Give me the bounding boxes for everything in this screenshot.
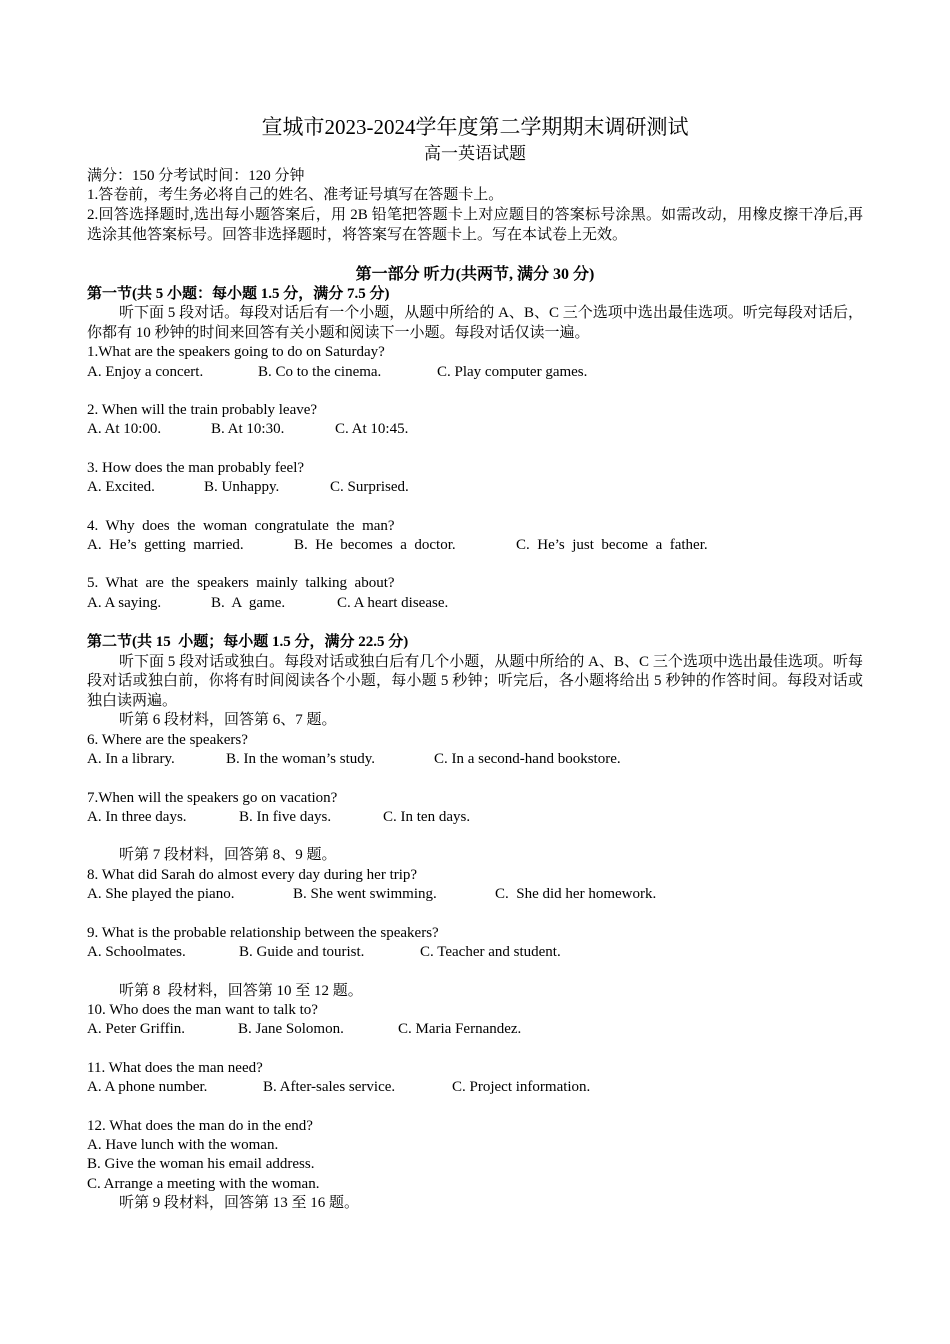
option-c[interactable]: C. He’s just become a father.: [516, 537, 708, 554]
question-text: 3. How does the man probably feel?: [87, 459, 305, 476]
material-7-note: 听第 7 段材料，回答第 8、9 题。: [119, 847, 337, 864]
option-c[interactable]: C. In ten days.: [383, 809, 471, 826]
option-b[interactable]: B. After-sales service.: [263, 1079, 396, 1096]
question-12: [87, 1117, 863, 1195]
options: [87, 363, 863, 382]
question-6: [87, 731, 863, 770]
option-b[interactable]: B. Co to the cinema.: [258, 363, 382, 380]
options: [87, 1078, 863, 1097]
material-6-note: 听第 6 段材料，回答第 6、7 题。: [119, 712, 337, 729]
instruction-2: 2.回答选择题时,选出每小题答案后，用 2B 铅笔把答题卡上对应题目的答案标号涂黑。如需改动，用橡皮擦干净后,再选涂其他答案标号。回答非选择题时，将答案写在答题卡上。写在本试卷上无效。: [87, 207, 863, 243]
question-7: [87, 789, 863, 828]
question-9: [87, 924, 863, 963]
question-2: [87, 401, 863, 440]
option-c[interactable]: C. Surprised.: [330, 479, 409, 496]
score-time: 满分：150 分考试时间：120 分钟: [87, 168, 305, 184]
exam-subtitle: 高一英语试题: [424, 144, 526, 163]
exam-title: 宣城市2023-2024学年度第二学期期末调研测试: [261, 115, 689, 139]
question-11: [87, 1059, 863, 1098]
option-c[interactable]: C. Teacher and student.: [420, 944, 561, 961]
option-a[interactable]: A. Enjoy a concert.: [87, 363, 204, 380]
option-b[interactable]: B. Jane Solomon.: [238, 1021, 344, 1038]
question-text: 6. Where are the speakers?: [87, 731, 248, 748]
instruction-1: 1.答卷前，考生务必将自己的姓名、准考证号填写在答题卡上。: [87, 187, 504, 204]
exam-page: [87, 112, 863, 1214]
question-3: [87, 459, 863, 498]
option-b[interactable]: B. In the woman’s study.: [226, 751, 376, 768]
option-b[interactable]: B. Give the woman his email address.: [87, 1156, 315, 1173]
part1-title: 第一部分 听力(共两节, 满分 30 分): [355, 266, 595, 284]
question-5: [87, 574, 863, 613]
question-text: 12. What does the man do in the end?: [87, 1117, 313, 1134]
question-4: [87, 517, 863, 556]
section1-directions: 听下面 5 段对话。每段对话后有一个小题，从题中所给的 A、B、C 三个选项中选出最佳选项。听完每段对话后，你都有 10 秒钟的时间来回答有关小题和阅读下一小题。每段对话仅读一遍。: [87, 305, 863, 341]
question-text: 5. What are the speakers mainly talking about?: [87, 575, 395, 592]
option-c[interactable]: C. Play computer games.: [437, 363, 588, 380]
option-b[interactable]: B. Guide and tourist.: [239, 944, 365, 961]
material-8-note: 听第 8 段材料，回答第 10 至 12 题。: [119, 982, 363, 999]
question-1: [87, 343, 863, 382]
option-a[interactable]: A. She played the piano.: [87, 886, 235, 903]
options: [87, 943, 863, 962]
option-b[interactable]: B. A game.: [211, 594, 286, 611]
option-b[interactable]: B. Unhappy.: [204, 479, 280, 496]
option-c[interactable]: C. In a second-hand bookstore.: [434, 751, 621, 768]
option-c[interactable]: C. Arrange a meeting with the woman.: [87, 1175, 320, 1192]
option-a[interactable]: A. A phone number.: [87, 1079, 208, 1096]
options: [87, 750, 863, 769]
option-a[interactable]: A. Schoolmates.: [87, 944, 186, 961]
option-a[interactable]: A. At 10:00.: [87, 421, 162, 438]
question-text: 8. What did Sarah do almost every day during her trip?: [87, 866, 418, 883]
option-c[interactable]: C. At 10:45.: [335, 421, 409, 438]
option-a[interactable]: A. He’s getting married.: [87, 537, 244, 554]
question-8: [87, 866, 863, 905]
option-a[interactable]: A. Have lunch with the woman.: [87, 1136, 279, 1153]
question-text: 10. Who does the man want to talk to?: [87, 1001, 318, 1018]
options: [87, 885, 863, 904]
question-text: 1.What are the speakers going to do on Saturday?: [87, 344, 385, 361]
option-b[interactable]: B. In five days.: [239, 809, 332, 826]
section2-directions: 听下面 5 段对话或独白。每段对话或独白后有几个小题，从题中所给的 A、B、C 三个选项中选出最佳选项。听每段对话或独白前，你将有时间阅读各个小题，每小题 5 秒钟；听完后，各小题将给出 5 秒钟的作答时间。每段对话或独白读两遍。: [87, 653, 863, 709]
option-a[interactable]: A. In three days.: [87, 809, 187, 826]
option-a[interactable]: A. A saying.: [87, 594, 162, 611]
option-b[interactable]: B. He becomes a doctor.: [294, 537, 456, 554]
question-10: [87, 1001, 863, 1040]
question-text: 2. When will the train probably leave?: [87, 402, 318, 418]
option-a[interactable]: A. In a library.: [87, 751, 175, 768]
option-c[interactable]: C. Project information.: [452, 1079, 591, 1096]
options: [87, 594, 863, 613]
question-text: 11. What does the man need?: [87, 1059, 263, 1076]
option-c[interactable]: C. Maria Fernandez.: [398, 1021, 522, 1038]
option-c[interactable]: C. She did her homework.: [495, 886, 657, 903]
options: [87, 478, 863, 497]
option-c[interactable]: C. A heart disease.: [337, 594, 449, 611]
option-b[interactable]: B. She went swimming.: [293, 886, 437, 903]
options: [87, 1020, 863, 1039]
question-text: 7.When will the speakers go on vacation?: [87, 789, 338, 806]
section1-title: 第一节(共 5 小题：每小题 1.5 分，满分 7.5 分): [87, 285, 390, 302]
question-text: 4. Why does the woman congratulate the man?: [87, 517, 395, 534]
section2-title: 第二节(共 15 小题；每小题 1.5 分，满分 22.5 分): [87, 634, 409, 651]
options: [87, 808, 863, 827]
option-b[interactable]: B. At 10:30.: [211, 421, 285, 438]
option-a[interactable]: A. Peter Griffin.: [87, 1021, 186, 1038]
material-9-note: 听第 9 段材料，回答第 13 至 16 题。: [119, 1195, 360, 1212]
options: [87, 420, 863, 439]
options: [87, 536, 863, 555]
option-a[interactable]: A. Excited.: [87, 479, 155, 496]
question-text: 9. What is the probable relationship between the speakers?: [87, 924, 439, 941]
